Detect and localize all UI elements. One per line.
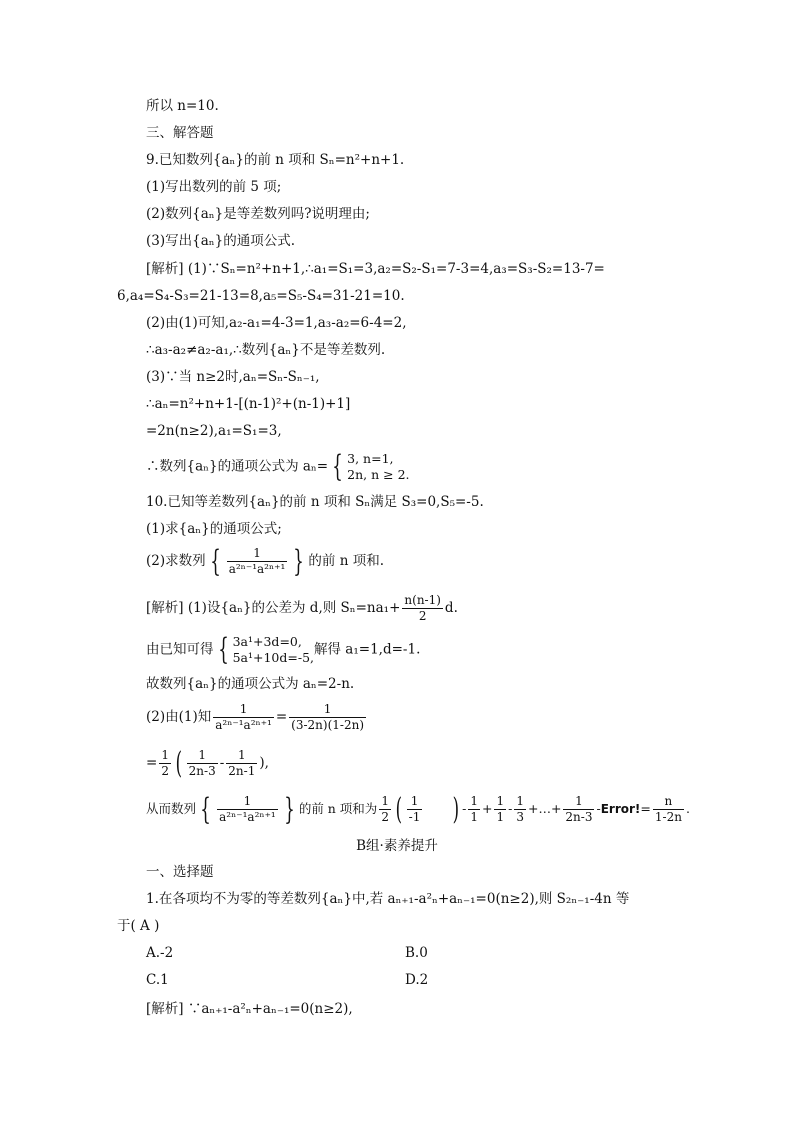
numerator: 1 bbox=[243, 794, 252, 808]
denominator: 3 bbox=[516, 810, 524, 824]
group-heading: B组·素养提升 bbox=[356, 838, 438, 854]
system-rows bbox=[233, 634, 314, 666]
denominator: (3-2n)(1-2n) bbox=[291, 718, 365, 732]
option-c: C.1 bbox=[146, 972, 169, 988]
option-d: D.2 bbox=[405, 972, 429, 988]
fraction bbox=[379, 794, 391, 825]
system-row: 3a¹+3d=0, bbox=[232, 634, 302, 649]
piecewise-formula bbox=[146, 451, 410, 483]
solution-line: ∴aₙ=n²+n+1-[(n-1)²+(n-1)+1] bbox=[146, 396, 351, 412]
text-fragment: 由已知可得 bbox=[146, 641, 214, 658]
fraction bbox=[213, 702, 274, 733]
text-fragment: 的前 n 项和为 bbox=[298, 801, 378, 816]
fraction bbox=[514, 794, 526, 825]
numerator: 1 bbox=[323, 702, 332, 716]
fraction bbox=[563, 794, 594, 825]
fraction bbox=[217, 794, 278, 825]
text-fragment: ), bbox=[259, 755, 269, 771]
denominator: -1 bbox=[408, 810, 421, 824]
text-fragment: = bbox=[146, 755, 158, 771]
error-marker: Error! bbox=[600, 802, 641, 816]
fraction bbox=[289, 702, 366, 733]
numerator: 1 bbox=[239, 702, 248, 716]
numerator: 1 bbox=[516, 794, 524, 808]
text-fragment: . bbox=[685, 801, 690, 816]
numerator: n bbox=[664, 794, 673, 808]
case-row: 3, n=1, bbox=[347, 451, 394, 466]
section-heading: 一、选择题 bbox=[146, 864, 214, 880]
denominator: 2n-3 bbox=[188, 764, 216, 778]
numerator: 1 bbox=[381, 794, 389, 808]
fraction bbox=[468, 794, 480, 825]
brace-icon: } bbox=[284, 791, 295, 827]
solution-line: (2)由(1)可知,a₂-a₁=4-3=1,a₃-a₂=6-4=2, bbox=[146, 315, 407, 331]
section-heading: 三、解答题 bbox=[146, 125, 214, 141]
numerator: 1 bbox=[161, 748, 169, 762]
brace-icon: { bbox=[217, 632, 229, 667]
text-line: 所以 n=10. bbox=[146, 98, 219, 114]
solution-line bbox=[146, 593, 458, 624]
denominator: 2 bbox=[381, 810, 389, 824]
text-fragment: [解析] (1)设{aₙ}的公差为 d,则 Sₙ=na₁+ bbox=[146, 600, 401, 616]
denominator: 2 bbox=[161, 764, 169, 778]
text-fragment: (2)求数列 bbox=[146, 553, 206, 569]
paren-icon: ) bbox=[453, 791, 460, 827]
solution-line: ∴a₃-a₂≠a₂-a₁,∴数列{aₙ}不是等差数列. bbox=[146, 342, 386, 358]
text-fragment: d. bbox=[444, 600, 458, 616]
denominator: 1-2n bbox=[654, 810, 682, 824]
fraction bbox=[653, 794, 684, 825]
problem-10-part-1: (1)求{aₙ}的通项公式; bbox=[146, 521, 282, 537]
text-fragment: + bbox=[481, 801, 493, 816]
problem-9-statement: 9.已知数列{aₙ}的前 n 项和 Sₙ=n²+n+1. bbox=[146, 152, 405, 168]
problem-9-part-2: (2)数列{aₙ}是等差数列吗?说明理由; bbox=[146, 206, 370, 222]
numerator: 1 bbox=[198, 748, 207, 762]
fraction bbox=[402, 593, 443, 624]
paren-icon: ( bbox=[395, 791, 403, 827]
numerator: 1 bbox=[470, 794, 478, 808]
text-fragment: +…+ bbox=[527, 801, 562, 816]
text-fragment: 解得 a₁=1,d=-1. bbox=[314, 641, 421, 658]
text-fragment: - bbox=[596, 801, 601, 816]
numerator: 1 bbox=[238, 748, 246, 762]
solution-line bbox=[146, 745, 269, 781]
fraction bbox=[494, 794, 506, 825]
numerator: 1 bbox=[410, 794, 419, 808]
text-fragment: 从而数列 bbox=[146, 801, 197, 816]
denominator: 1 bbox=[496, 810, 505, 824]
numerator: 1 bbox=[253, 546, 261, 560]
text-fragment: - bbox=[462, 801, 467, 816]
solution-line: 故数列{aₙ}的通项公式为 aₙ=2-n. bbox=[146, 676, 355, 692]
numerator: 1 bbox=[575, 794, 583, 808]
question-1-answer: 于( A ) bbox=[117, 918, 160, 934]
numerator: n(n-1) bbox=[404, 593, 441, 607]
problem-9-part-1: (1)写出数列的前 5 项; bbox=[146, 179, 282, 195]
text-fragment: - bbox=[508, 801, 513, 816]
fraction bbox=[407, 794, 423, 825]
piecewise-cases bbox=[347, 451, 409, 483]
paren-icon: ( bbox=[175, 745, 183, 781]
denominator: a²ⁿ⁻¹a²ⁿ⁺¹ bbox=[228, 562, 286, 576]
fraction bbox=[227, 546, 288, 577]
denominator: 2n-3 bbox=[565, 810, 593, 824]
text-fragment: = bbox=[275, 709, 288, 725]
fraction bbox=[159, 748, 171, 779]
case-row: 2n, n ≥ 2. bbox=[347, 467, 410, 482]
brace-icon: { bbox=[332, 449, 343, 484]
denominator: a²ⁿ⁻¹a²ⁿ⁺¹ bbox=[219, 810, 276, 824]
solution-line bbox=[146, 702, 368, 733]
solution-line: (3)∵当 n≥2时,aₙ=Sₙ-Sₙ₋₁, bbox=[146, 369, 320, 385]
denominator: 2 bbox=[402, 608, 443, 624]
brace-icon: } bbox=[293, 543, 305, 579]
option-b: B.0 bbox=[405, 945, 428, 961]
problem-9-part-3: (3)写出{aₙ}的通项公式. bbox=[146, 233, 295, 249]
denominator: a²ⁿ⁻¹a²ⁿ⁺¹ bbox=[215, 718, 272, 732]
solution-line: [解析] (1)∵Sₙ=n²+n+1,∴a₁=S₁=3,a₂=S₂-S₁=7-3=4,a₃=S₃-S₂=13-7= bbox=[146, 261, 605, 277]
numerator: 1 bbox=[496, 794, 505, 808]
denominator: 1 bbox=[470, 810, 478, 824]
text-fragment: = bbox=[640, 801, 651, 816]
solution-line bbox=[146, 791, 690, 827]
formula-prefix: ∴数列{aₙ}的通项公式为 aₙ= bbox=[146, 458, 329, 475]
brace-icon: { bbox=[200, 791, 211, 827]
system-row: 5a¹+10d=-5, bbox=[232, 650, 315, 665]
text-fragment: (2)由(1)知 bbox=[146, 709, 212, 725]
text-fragment: 的前 n 项和. bbox=[308, 553, 384, 569]
brace-icon: { bbox=[209, 543, 221, 579]
question-1-statement: 1.在各项均不为零的等差数列{aₙ}中,若 aₙ₊₁-a²ₙ+aₙ₋₁=0(n≥2),则 S₂ₙ₋₁-4n 等 bbox=[146, 891, 630, 907]
solution-line: =2n(n≥2),a₁=S₁=3, bbox=[146, 423, 282, 439]
denominator: 2n-1 bbox=[228, 764, 256, 778]
text-fragment: - bbox=[219, 755, 225, 771]
problem-10-statement: 10.已知等差数列{aₙ}的前 n 项和 Sₙ满足 S₃=0,S₅=-5. bbox=[146, 494, 484, 510]
solution-line: [解析] ∵aₙ₊₁-a²ₙ+aₙ₋₁=0(n≥2), bbox=[146, 1001, 353, 1017]
fraction bbox=[187, 748, 218, 779]
equation-system bbox=[146, 634, 420, 666]
fraction bbox=[226, 748, 257, 779]
option-a: A.-2 bbox=[146, 945, 174, 961]
solution-line: 6,a₄=S₄-S₃=21-13=8,a₅=S₅-S₄=31-21=10. bbox=[117, 288, 405, 304]
problem-10-part-2 bbox=[146, 543, 384, 579]
